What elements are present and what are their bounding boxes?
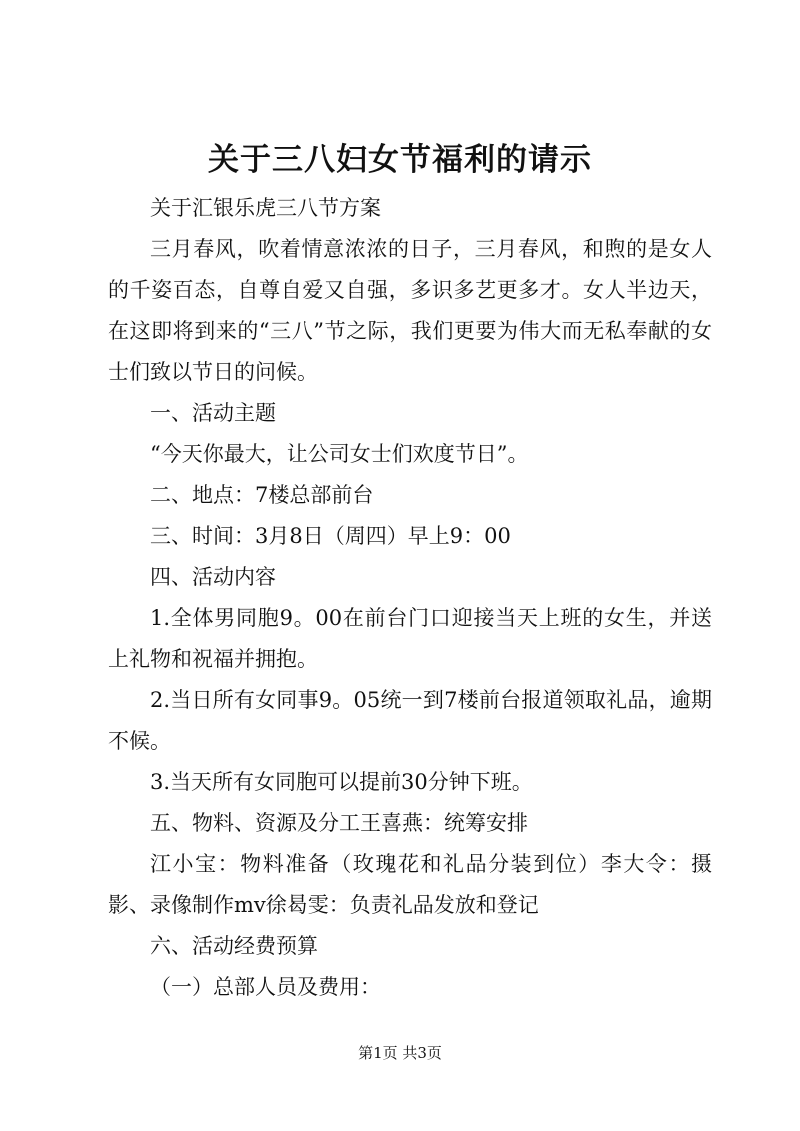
page-footer: 第1页 共3页 [358, 1044, 442, 1062]
document-body [108, 188, 712, 1008]
section-heading-theme: 一、活动主题 [150, 401, 276, 425]
theme-paragraph: “今天你最大，让公司女士们欢度节日”。 [150, 442, 529, 466]
materials-paragraph: 江小宝：物料准备（玫瑰花和礼品分装到位）李大令：摄影、录像制作mv徐曷雯：负责礼品发放和登记 [108, 852, 712, 917]
section-heading-materials: 五、物料、资源及分工王喜燕：统筹安排 [150, 811, 528, 835]
content-item-2: 2.当日所有女同事9。05统一到7楼前台报道领取礼品，逾期不候。 [108, 688, 712, 753]
content-item-1: 1.全体男同胞9。00在前台门口迎接当天上班的女生，并送上礼物和祝福并拥抱。 [108, 606, 712, 671]
budget-subheading: （一）总部人员及费用： [150, 975, 381, 999]
section-heading-budget: 六、活动经费预算 [150, 934, 318, 958]
section-heading-content: 四、活动内容 [150, 565, 276, 589]
location-paragraph: 二、地点：7楼总部前台 [150, 483, 374, 507]
intro-paragraph: 三月春风，吹着情意浓浓的日子，三月春风，和煦的是女人的千姿百态，自尊自爱又自强，多识多艺更多才。女人半边天，在这即将到来的“三八”节之际，我们更要为伟大而无私奉献的女士们致以节日的问候。 [108, 237, 712, 384]
document-title: 关于三八妇女节福利的请示 [208, 142, 592, 178]
content-item-3: 3.当天所有女同胞可以提前30分钟下班。 [150, 770, 533, 794]
subtitle-paragraph: 关于汇银乐虎三八节方案 [150, 196, 381, 220]
time-paragraph: 三、时间：3月8日（周四）早上9：00 [150, 524, 511, 548]
